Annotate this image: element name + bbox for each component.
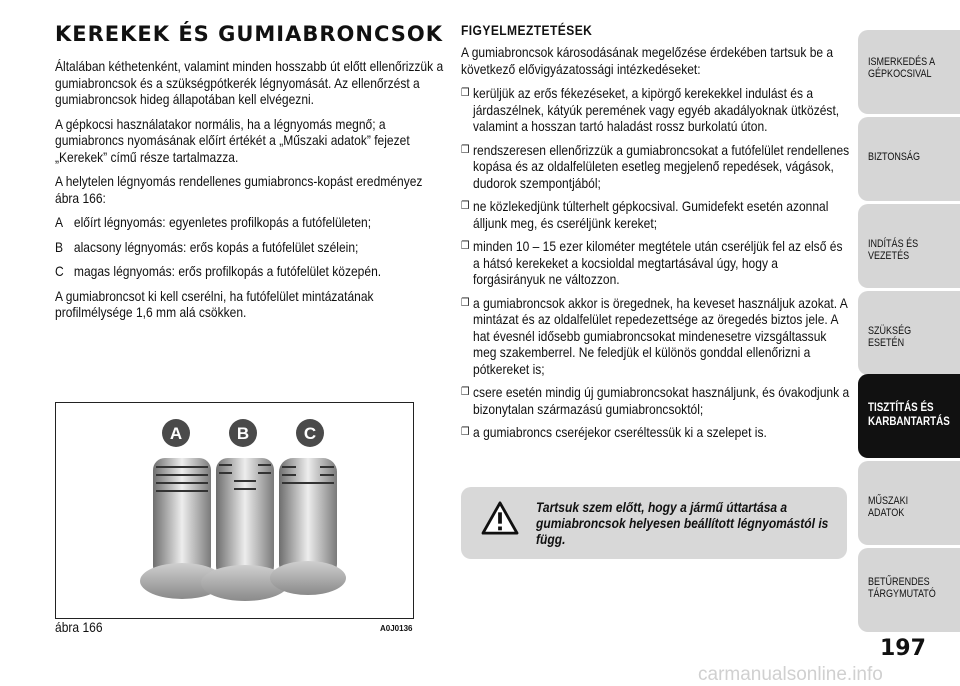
bullet-item xyxy=(461,295,851,378)
bullet-item xyxy=(461,424,851,441)
label-c: C xyxy=(303,424,317,443)
bullet-item xyxy=(461,238,851,288)
tab-label: SZÜKSÉG ESETÉN xyxy=(868,325,912,349)
bullet-item xyxy=(461,198,851,231)
tab-label: TISZTÍTÁS ÉS KARBANTARTÁS xyxy=(868,400,950,428)
warning-box xyxy=(461,487,847,559)
warnings-heading: FIGYELMEZTETÉSEK xyxy=(461,22,593,38)
list-letter: C xyxy=(55,263,64,279)
figure-caption: ábra 166 xyxy=(55,619,103,635)
warning-text: Tartsuk szem előtt, hogy a jármű úttartása a gumiabroncsok helyesen beállított légnyomástól is függ. xyxy=(536,499,829,547)
tyre-wear-figure xyxy=(55,402,414,619)
label-b: B xyxy=(236,424,250,443)
bullet-item xyxy=(461,142,851,192)
list-text: alacsony légnyomás: erős kopás a futófelület szélein; xyxy=(73,238,359,255)
checkbox-bullet-icon: ❒ xyxy=(461,87,470,99)
checkbox-bullet-icon: ❒ xyxy=(461,296,470,309)
bullet-item xyxy=(461,384,851,417)
checkbox-bullet-icon: ❒ xyxy=(461,143,470,156)
bullet-text: ne közlekedjünk túlterhelt gépkocsival. Gumidefekt esetén azonnal álljunk meg, és cseréljünk kereket; xyxy=(473,198,829,231)
bullet-text: minden 10 – 15 ezer kilométer megtétele után cseréljük fel az első és a hátsó kerekeket a kocsioldal megtartásával úgy, hogy a forgásirányuk ne változzon. xyxy=(473,238,843,287)
tab-label: ISMERKEDÉS A GÉPKOCSIVAL xyxy=(868,56,935,80)
right-column xyxy=(461,22,851,448)
checkbox-bullet-icon: ❒ xyxy=(461,426,470,438)
tyre-illustration xyxy=(56,403,413,618)
list-item xyxy=(55,263,445,280)
paragraph: A gépkocsi használatakor normális, ha a légnyomás megnő; a gumiabroncs nyomásának előírt értékét a „Műszaki adatok” fejezet „Kerekek” című része tartalmazza. xyxy=(55,115,410,165)
paragraph: A helytelen légnyomás rendellenes gumiabroncs-kopást eredményez ábra 166: xyxy=(55,173,423,206)
section-title: KEREKEK ÉS GUMIABRONCSOK xyxy=(55,22,444,46)
tab-label: BETŰRENDES TÁRGYMUTATÓ xyxy=(868,576,936,600)
figure-code: A0J0136 xyxy=(380,624,413,633)
tab-label: INDÍTÁS ÉS VEZETÉS xyxy=(868,238,919,262)
paragraph: Általában kéthetenként, valamint minden hosszabb út előtt ellenőrizzük a gumiabroncsok és a szükségpótkerék légnyomását. Az ellenőrzést a gumiabroncsok hideg állapotában kell elvégezni. xyxy=(55,58,444,107)
page-number: 197 xyxy=(880,636,926,661)
list-text: előírt légnyomás: egyenletes profilkopás a futófelületen; xyxy=(73,214,372,230)
tab-szukseg[interactable] xyxy=(858,291,960,375)
checkbox-bullet-icon: ❒ xyxy=(461,386,470,398)
tab-biztonsag[interactable] xyxy=(858,117,960,201)
warnings-intro: A gumiabroncsok károsodásának megelőzése érdekében tartsuk be a következő elővigyázatossági intézkedéseket: xyxy=(461,44,834,77)
checkbox-bullet-icon: ❒ xyxy=(461,240,470,252)
paragraph: A gumiabroncsot ki kell cserélni, ha futófelület mintázatának profilmélysége 1,6 mm alá csökken. xyxy=(55,287,374,320)
chapter-tabs xyxy=(858,0,960,686)
bullet-text: a gumiabroncs cseréjekor cseréltessük ki a szelepet is. xyxy=(473,424,767,440)
bullet-text: csere esetén mindig új gumiabroncsokat használjunk, és óvakodjunk a bizonytalan származású gumiabroncsoktól; xyxy=(473,384,850,417)
list-letter: B xyxy=(55,238,64,255)
warning-triangle-icon xyxy=(481,501,519,535)
tab-betu[interactable] xyxy=(858,548,960,632)
tab-label: BIZTONSÁG xyxy=(868,151,920,163)
tab-label: MŰSZAKI ADATOK xyxy=(868,495,909,519)
tab-muszaki[interactable] xyxy=(858,461,960,545)
left-column xyxy=(55,22,445,329)
list-item xyxy=(55,214,445,231)
tab-ismerkedes[interactable] xyxy=(858,30,960,114)
bullet-item xyxy=(461,85,851,135)
checkbox-bullet-icon: ❒ xyxy=(461,200,470,212)
bullet-text: rendszeresen ellenőrizzük a gumiabroncsokat a futófelület rendellenes kopása és az oldalfelületen esetleg megjelenő repedések, vágások, dudorok szempontjából; xyxy=(473,141,850,191)
label-a: A xyxy=(169,424,183,443)
bullet-text: kerüljük az erős fékezéseket, a kipörgő kerekekkel indulást és a járdaszélnek, kátyúk peremének vagy egyéb akadályoknak ütközést, valamint a hosszan tartó haladást rossz burkolatú úton. xyxy=(473,85,840,134)
list-text: magas légnyomás: erős profilkopás a futófelület közepén. xyxy=(73,263,382,279)
tyre-c-icon xyxy=(270,458,346,595)
list-letter: A xyxy=(55,214,64,230)
tab-inditas[interactable] xyxy=(858,204,960,288)
watermark: carmanualsonline.info xyxy=(698,664,883,685)
bullet-text: a gumiabroncsok akkor is öregednek, ha keveset használjuk azokat. A mintázat és az oldalfelület repedezettsége az öregedés biztos jele. A hat évesnél idősebb gumiabroncsokat mindenesetre vizsgáltassuk meg szakemberrel. Ne feledjük el különös gonddal ellenőrizni a pótkereket is; xyxy=(473,294,848,377)
tab-tisztitas[interactable] xyxy=(858,374,960,458)
list-item xyxy=(55,239,445,256)
